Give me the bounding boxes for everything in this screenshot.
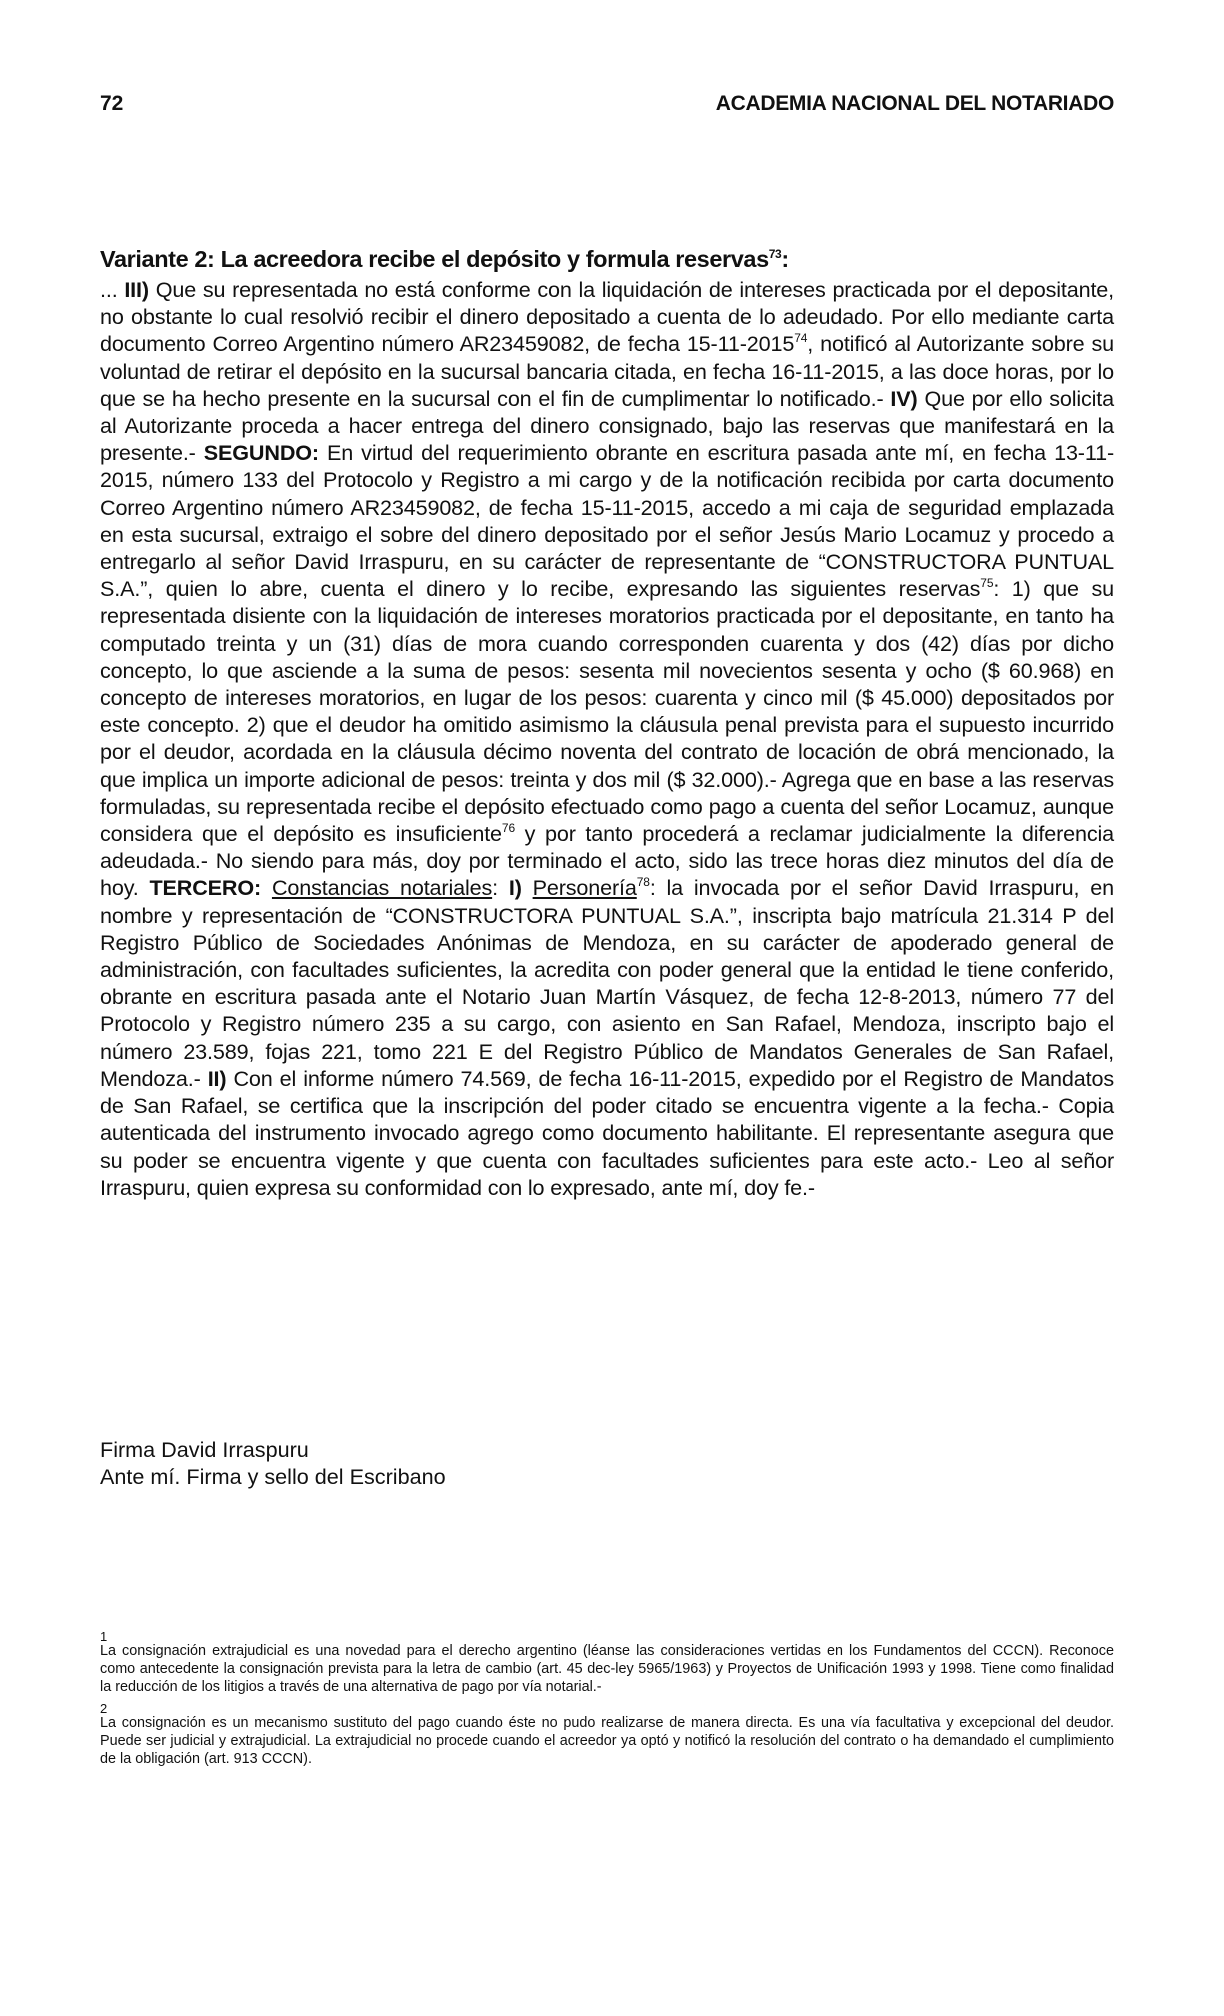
text-run: Que su representada no está conforme con la liquidación de intereses practicada por el depositante, no obstante lo cual resolvió recibir el dinero depositado a cuenta de lo adeudado. Por ello mediante carta documento Correo Argentino número AR23459082, de fecha 15-11-2015: [100, 277, 1114, 357]
clause-label-iii: III): [124, 277, 149, 302]
footnote-number: 2: [100, 1701, 108, 1716]
text-run: : la invocada por el señor David Irraspuru, en nombre y representación de “CONSTRUCTORA PUNTUAL S.A.”, inscripta bajo matrícula 21.314 P del Registro Público de Sociedades Anónimas de Mendoza, en su carácter de apoderado general de administración, con facultades suficientes, la acredita con poder general que la entidad le tiene conferido, obrante en escritura pasada ante el Notario Juan Martín Vásquez, de fecha 12-8-2013, número 77 del Protocolo y Registro número 235 a su cargo, con asiento en San Rafael, Mendoza, inscripto bajo el número 23.589, fojas 221, tomo 221 E del Registro Público de Mandatos Generales de San Rafael, Mendoza.-: [100, 875, 1114, 1091]
running-head: ACADEMIA NACIONAL DEL NOTARIADO: [715, 92, 1114, 115]
footnote-ref-75[interactable]: 75: [980, 576, 994, 591]
footnote: [100, 1629, 1114, 1696]
text-run: [522, 875, 533, 900]
text-run: Que por ello solicita al Autorizante proceda a hacer entrega del dinero consignado, bajo las reservas que manifestará en la presente.-: [100, 385, 1115, 466]
text-run: En virtud del requerimiento obrante en escritura pasada ante mí, en fecha 13-11-2015, número 133 del Protocolo y Registro a mi cargo y de la notificación recibida por carta documento Correo Argentino número AR23459082, de fecha 15-11-2015, accedo a mi caja de seguridad emplazada en esta sucursal, extraigo el sobre del dinero depositado por el señor Jesús Mario Locamuz y procedo a entregarlo al señor David Irraspuru, en su carácter de representante de “CONSTRUCTORA PUNTUAL S.A.”, quien lo abre, cuenta el dinero y lo recibe, expresando las siguientes reservas: [100, 440, 1115, 602]
clause-label-i: I): [508, 875, 522, 901]
footnote-number: 1: [100, 1629, 108, 1644]
page-header: [100, 92, 1114, 122]
text-run: y por tanto procederá a reclamar judicialmente la diferencia adeudada.- No siendo para más, doy por terminado el acto, sido las trece horas diez minutos del día de hoy.: [100, 821, 1114, 901]
footnotes: [100, 1629, 1114, 1776]
footnote-text: La consignación extrajudicial es una novedad para el derecho argentino (léanse las consideraciones vertidas en los Fundamentos del CCCN). Reconoce como antecedente la consignación prevista para la letra de cambio (art. 45 dec-ley 5965/1963) y Proyectos de Unificación 1993 y 1998. Tiene como finalidad la reducción de los litigios a través de una alternativa de pago por vía notarial.-: [100, 1643, 1114, 1695]
personeria-label: Personería: [532, 875, 637, 901]
text-run: [261, 875, 272, 900]
signature-block: [100, 1436, 446, 1490]
footnote-text: La consignación es un mecanismo sustituto del pago cuando éste no pudo realizarse de manera directa. Es una vía facultativa y excepcional del deudor. Puede ser judicial y extrajudicial. La extrajudicial no procede cuando el acreedor ya optó y notificó la resolución del contrato o ha demandado el cumplimiento de la obligación (art. 913 CCCN).: [100, 1715, 1114, 1767]
clause-label-ii: II): [207, 1065, 227, 1091]
text-run: :: [492, 875, 509, 901]
signature-line-escribano: Ante mí. Firma y sello del Escribano: [100, 1464, 446, 1489]
page-number: 72: [100, 92, 124, 115]
clause-label-iv: IV): [890, 385, 918, 411]
text-run: ...: [100, 277, 125, 302]
constancias-notariales-label: Constancias notariales: [271, 875, 493, 901]
text-run: : 1) que su representada disiente con la liquidación de intereses moratorios practicada por el depositante, en tanto ha computado treinta y un (31) días de mora cuando corresponden cuarenta y dos (42) días por dicho concepto, lo que asciende a la suma de pesos: sesenta mil novecientos sesenta y ocho ($ 60.968) en concepto de intereses moratorios, en lugar de los pesos: cuarenta y cinco mil ($ 45.000) depositados por este concepto. 2) que el deudor ha omitido asimismo la cláusula penal prevista para el supuesto incurrido por el deudor, acordada en la cláusula décimo noventa del contrato de locación de obrá mencionado, la que implica un importe adicional de pesos: treinta y dos mil ($ 32.000).- Agrega que en base a las reservas formuladas, su representada recibe el depósito efectuado como pago a cuenta del señor Locamuz, aunque considera que el depósito es insuficiente: [100, 576, 1114, 847]
signature-line-irraspuru: Firma David Irraspuru: [100, 1437, 309, 1462]
heading-text: Variante 2: La acreedora recibe el depósito y formula reservas: [100, 246, 769, 272]
footnote-ref-76[interactable]: 76: [501, 821, 515, 836]
footnote-ref-78[interactable]: 78: [636, 875, 650, 890]
body-text: [100, 276, 1114, 1201]
section-label-tercero: TERCERO:: [149, 875, 262, 901]
section-label-segundo: SEGUNDO:: [203, 440, 319, 466]
footnote-ref-74[interactable]: 74: [794, 331, 808, 346]
text-run: Con el informe número 74.569, de fecha 16-11-2015, expedido por el Registro de Mandatos de San Rafael, se certifica que la inscripción del poder citado se encuentra vigente a la fecha.- Copia autenticada del instrumento invocado agrego como documento habilitante. El representante asegura que su poder se encuentra vigente y que cuenta con facultades suficientes para este acto.- Leo al señor Irraspuru, quien expresa su conformidad con lo expresado, ante mí, doy fe.-: [100, 1065, 1114, 1200]
footnote-ref-73[interactable]: 73: [768, 247, 782, 261]
footnote: [100, 1701, 1114, 1768]
text-run: , notificó al Autorizante sobre su voluntad de retirar el depósito en la sucursal bancaria citada, en fecha 16-11-2015, a las doce horas, por lo que se ha hecho presente en la sucursal con el fin de cumplimentar lo notificado.-: [100, 331, 1114, 411]
body-paragraph: [100, 276, 1114, 1201]
section-heading: [100, 246, 789, 273]
heading-suffix: :: [781, 246, 789, 272]
